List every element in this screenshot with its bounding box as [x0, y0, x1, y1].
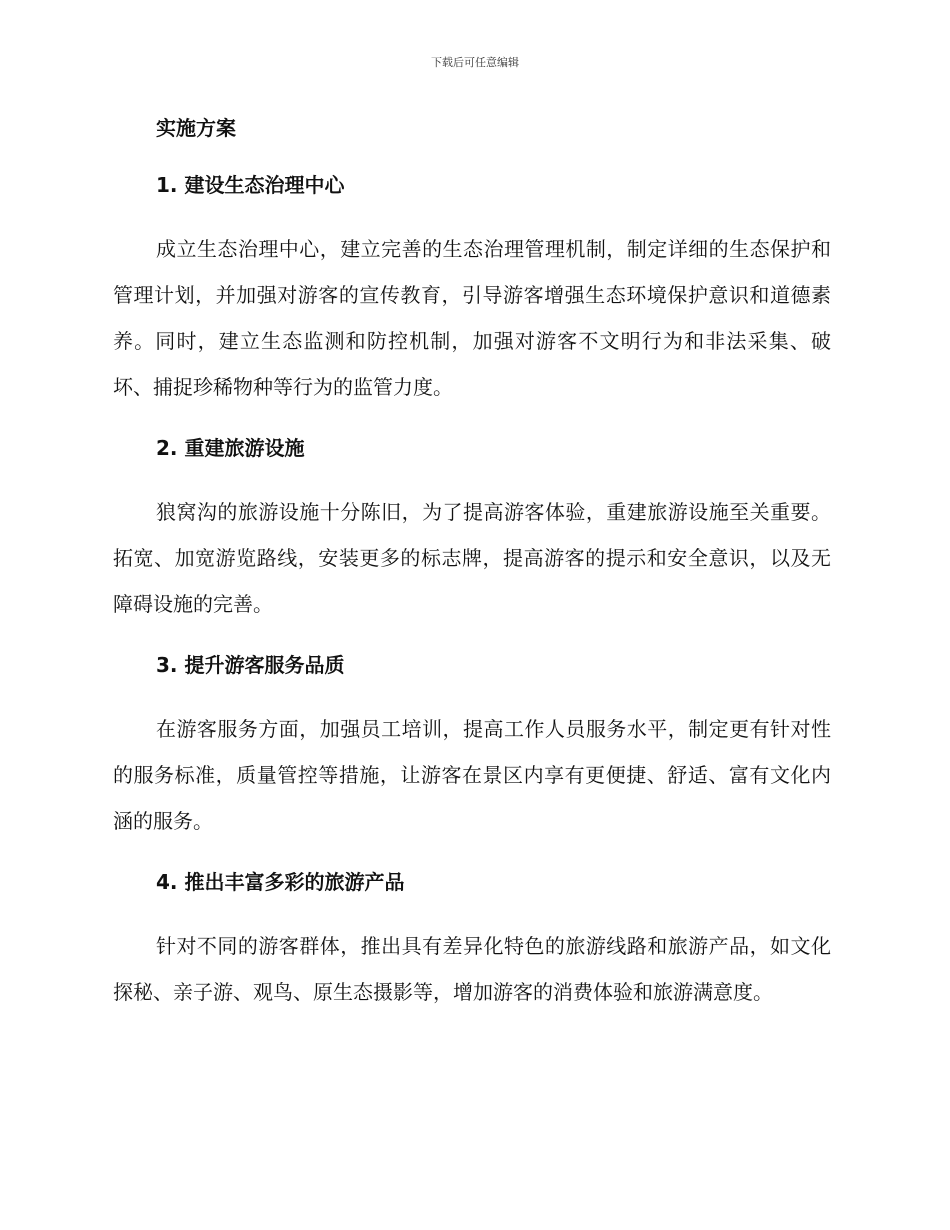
section-paragraph: 针对不同的游客群体，推出具有差异化特色的旅游线路和旅游产品，如文化探秘、亲子游、观鸟、原生态摄影等，增加游客的消费体验和旅游满意度。 — [113, 934, 831, 1004]
section-heading: 3. 提升游客服务品质 — [156, 653, 345, 677]
section-paragraph: 狼窝沟的旅游设施十分陈旧，为了提高游客体验，重建旅游设施至关重要。拓宽、加宽游览路线，安装更多的标志牌，提高游客的提示和安全意识，以及无障碍设施的完善。 — [113, 500, 831, 616]
document-body — [113, 113, 831, 1038]
page-header-note: 下载后可任意编辑 — [431, 56, 519, 69]
document-title: 实施方案 — [156, 116, 236, 140]
section-heading: 4. 推出丰富多彩的旅游产品 — [156, 870, 405, 894]
section-3 — [113, 650, 831, 844]
section-paragraph: 在游客服务方面，加强员工培训，提高工作人员服务水平，制定更有针对性的服务标准，质量管控等措施，让游客在景区内享有更便捷、舒适、富有文化内涵的服务。 — [113, 717, 831, 833]
section-1 — [113, 170, 831, 410]
section-4 — [113, 867, 831, 1015]
section-paragraph: 成立生态治理中心，建立完善的生态治理管理机制，制定详细的生态保护和管理计划，并加强对游客的宣传教育，引导游客增强生态环境保护意识和道德素养。同时，建立生态监测和防控机制，加强对游客不文明行为和非法采集、破坏、捕捉珍稀物种等行为的监管力度。 — [113, 237, 831, 399]
section-2 — [113, 433, 831, 627]
section-heading: 2. 重建旅游设施 — [156, 436, 305, 460]
section-heading: 1. 建设生态治理中心 — [156, 173, 345, 197]
